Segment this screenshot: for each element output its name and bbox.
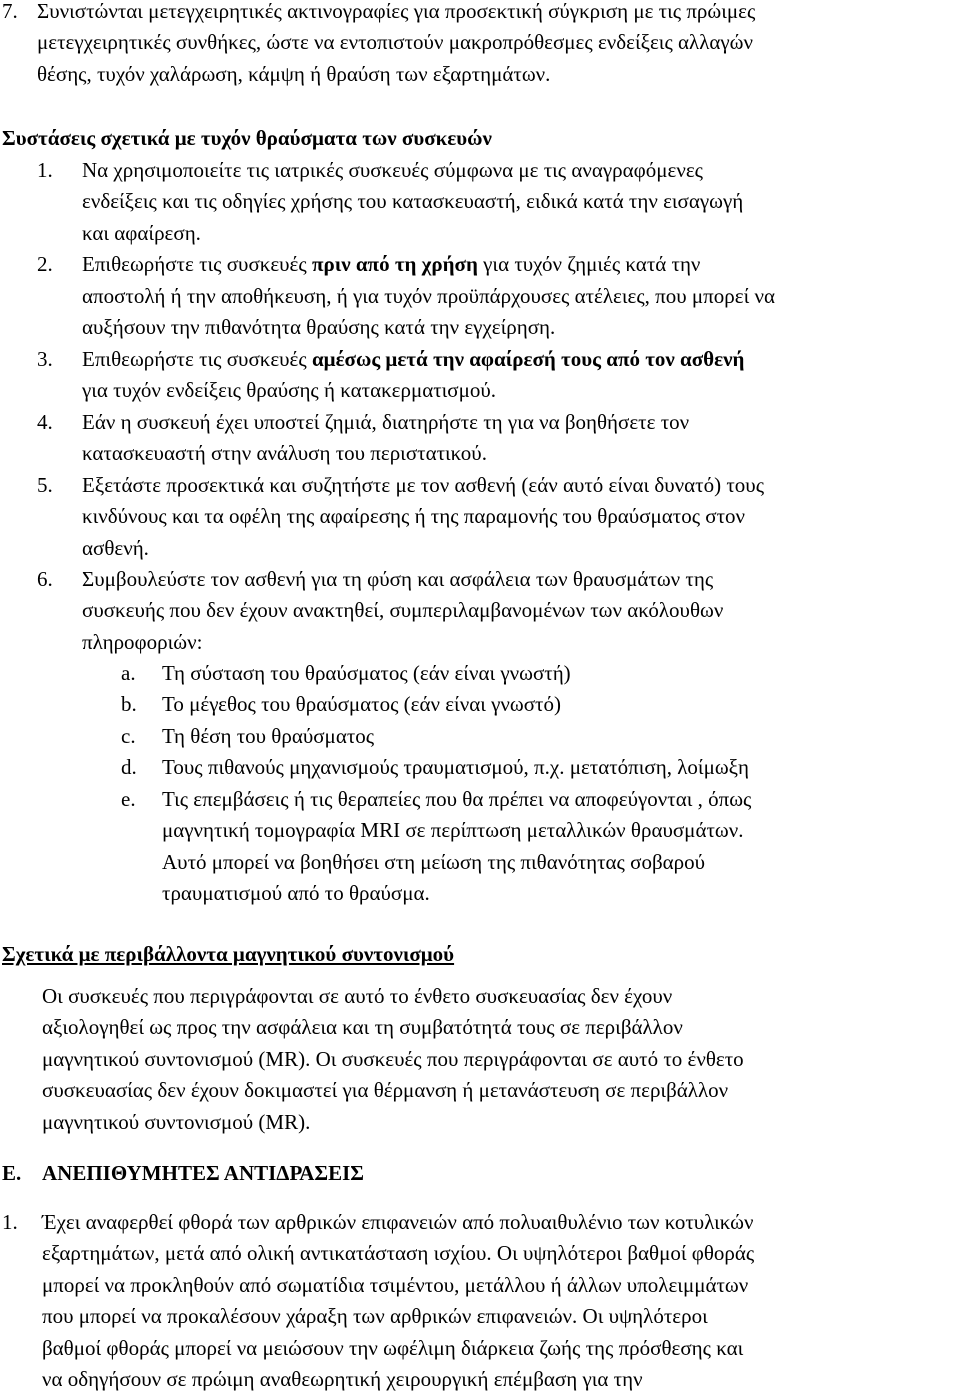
fracture-item-1-line-3: και αφαίρεση. bbox=[82, 221, 201, 245]
item-7-line-2: μετεγχειρητικές συνθήκες, ώστε να εντοπιστούν μακροπρόθεσμες ενδείξεις αλλαγών bbox=[37, 30, 753, 54]
sub-item-e-line-2: μαγνητική τομογραφία MRI σε περίπτωση μεταλλικών θραυσμάτων. bbox=[162, 818, 744, 842]
adverse-item-1-line-4: που μπορεί να προκαλέσουν χάραξη των αρθρικών επιφανειών. Οι υψηλότεροι bbox=[42, 1304, 708, 1328]
fracture-item-5-line-1: Εξετάστε προσεκτικά και συζητήστε με τον ασθενή (εάν αυτό είναι δυνατό) τους bbox=[82, 473, 765, 497]
fracture-item-4-number: 4. bbox=[37, 410, 53, 434]
fracture-item-1-number: 1. bbox=[37, 158, 53, 182]
fracture-item-3-line-2: για τυχόν ενδείξεις θραύσης ή κατακερματισμού. bbox=[82, 378, 497, 402]
fracture-item-3-number: 3. bbox=[37, 347, 53, 371]
section-e-letter: E. bbox=[2, 1161, 22, 1185]
item-7-line-3: θέσης, τυχόν χαλάρωση, κάμψη ή θραύση των εξαρτημάτων. bbox=[37, 62, 551, 86]
sub-item-b-letter: b. bbox=[121, 692, 137, 716]
adverse-item-1-line-5: βαθμοί φθοράς μπορεί να μειώσουν την ωφέλιμη διάρκεια ζωής της πρόσθεσης και bbox=[42, 1336, 744, 1360]
fracture-item-2-pre: Επιθεωρήστε τις συσκευές bbox=[82, 252, 312, 276]
fracture-item-6-line-2: συσκευής που δεν έχουν ανακτηθεί, συμπεριλαμβανομένων των ακόλουθων bbox=[82, 598, 724, 622]
fracture-item-3-line-1 bbox=[82, 346, 744, 372]
fracture-item-1-line-1: Να χρησιμοποιείτε τις ιατρικές συσκευές σύμφωνα με τις αναγραφόμενες bbox=[82, 158, 703, 182]
sub-item-e-line-4: τραυματισμού από το θραύσμα. bbox=[162, 881, 430, 905]
adverse-item-1-line-3: μπορεί να προκληθούν από σωματίδια τσιμέντου, μετάλλου ή άλλων υπολειμμάτων bbox=[42, 1273, 749, 1297]
sub-item-e-line-3: Αυτό μπορεί να βοηθήσει στη μείωση της πιθανότητας σοβαρού bbox=[162, 850, 706, 874]
sub-item-b-text: Το μέγεθος του θραύσματος (εάν είναι γνωστό) bbox=[162, 692, 561, 716]
fracture-item-2-line-2: αποστολή ή την αποθήκευση, ή για τυχόν προϋπάρχουσες ατέλειες, που μπορεί να bbox=[82, 284, 775, 308]
mr-line-4: συσκευασίας δεν έχουν δοκιμαστεί για θέρμανση ή μετανάστευση σε περιβάλλον bbox=[42, 1078, 729, 1102]
fracture-item-2-emphasis: πριν από τη χρήση bbox=[311, 252, 478, 276]
mr-line-2: αξιολογηθεί ως προς την ασφάλεια και τη συμβατότητά τους σε περιβάλλον bbox=[42, 1015, 683, 1039]
fracture-item-6-line-1: Συμβουλεύστε τον ασθενή για τη φύση και ασφάλεια των θραυσμάτων της bbox=[82, 567, 714, 591]
mr-heading: Σχετικά με περιβάλλοντα μαγνητικού συντονισμού bbox=[2, 942, 455, 966]
mr-line-3: μαγνητικού συντονισμού (MR). Οι συσκευές που περιγράφονται σε αυτό το ένθετο bbox=[42, 1047, 744, 1071]
fracture-item-4-line-1: Εάν η συσκευή έχει υποστεί ζημιά, διατηρήστε τη για να βοηθήσετε τον bbox=[82, 410, 690, 434]
sub-item-e-line-1: Τις επεμβάσεις ή τις θεραπείες που θα πρέπει να αποφεύγονται , όπως bbox=[162, 787, 752, 811]
fracture-item-5-line-3: ασθενή. bbox=[82, 536, 149, 560]
adverse-item-1-line-1: Έχει αναφερθεί φθορά των αρθρικών επιφανειών από πολυαιθυλένιο των κοτυλικών bbox=[42, 1210, 754, 1234]
fracture-item-2-number: 2. bbox=[37, 252, 53, 276]
adverse-item-1-line-6: να οδηγήσουν σε πρώιμη αναθεωρητική χειρουργική επέμβαση για την bbox=[42, 1367, 643, 1391]
sub-item-a-letter: a. bbox=[121, 661, 136, 685]
mr-line-1: Οι συσκευές που περιγράφονται σε αυτό το ένθετο συσκευασίας δεν έχουν bbox=[42, 984, 673, 1008]
fracture-item-2-post: για τυχόν ζημιές κατά την bbox=[477, 252, 701, 276]
adverse-item-1-number: 1. bbox=[2, 1210, 18, 1234]
fracture-item-5-line-2: κινδύνους και τα οφέλη της αφαίρεσης ή της παραμονής του θραύσματος στον bbox=[82, 504, 746, 528]
sub-item-a-text: Τη σύσταση του θραύσματος (εάν είναι γνωστή) bbox=[162, 661, 571, 685]
fracture-item-6-number: 6. bbox=[37, 567, 53, 591]
fracture-item-3-emphasis: αμέσως μετά την αφαίρεσή τους από τον ασθενή bbox=[311, 347, 745, 371]
item-7-line-1: Συνιστώνται μετεγχειρητικές ακτινογραφίες για προσεκτική σύγκριση με τις πρώιμες bbox=[37, 0, 756, 23]
adverse-item-1-line-2: εξαρτημάτων, μετά από ολική αντικατάσταση ισχίου. Οι υψηλότεροι βαθμοί φθοράς bbox=[42, 1241, 755, 1265]
fracture-item-5-number: 5. bbox=[37, 473, 53, 497]
fracture-item-2-line-1 bbox=[82, 251, 700, 277]
sub-item-e-letter: e. bbox=[121, 787, 136, 811]
sub-item-c-letter: c. bbox=[121, 724, 136, 748]
fracture-item-3-pre: Επιθεωρήστε τις συσκευές bbox=[82, 347, 312, 371]
item-7-number: 7. bbox=[2, 0, 18, 23]
fractures-heading: Συστάσεις σχετικά με τυχόν θραύσματα των συσκευών bbox=[2, 126, 492, 150]
sub-item-d-text: Τους πιθανούς μηχανισμούς τραυματισμού, π.χ. μετατόπιση, λοίμωξη bbox=[162, 755, 749, 779]
sub-item-c-text: Τη θέση του θραύσματος bbox=[162, 724, 375, 748]
fracture-item-6-line-3: πληροφοριών: bbox=[82, 630, 203, 654]
section-e-title: ΑΝΕΠΙΘΥΜΗΤΕΣ ΑΝΤΙΔΡΑΣΕΙΣ bbox=[42, 1161, 365, 1185]
fracture-item-2-line-3: αυξήσουν την πιθανότητα θραύσης κατά την εγχείρηση. bbox=[82, 315, 556, 339]
sub-item-d-letter: d. bbox=[121, 755, 137, 779]
fracture-item-4-line-2: κατασκευαστή στην ανάλυση του περιστατικού. bbox=[82, 441, 487, 465]
mr-line-5: μαγνητικού συντονισμού (MR). bbox=[42, 1110, 311, 1134]
fracture-item-1-line-2: ενδείξεις και τις οδηγίες χρήσης του κατασκευαστή, ειδικά κατά την εισαγωγή bbox=[82, 189, 744, 213]
